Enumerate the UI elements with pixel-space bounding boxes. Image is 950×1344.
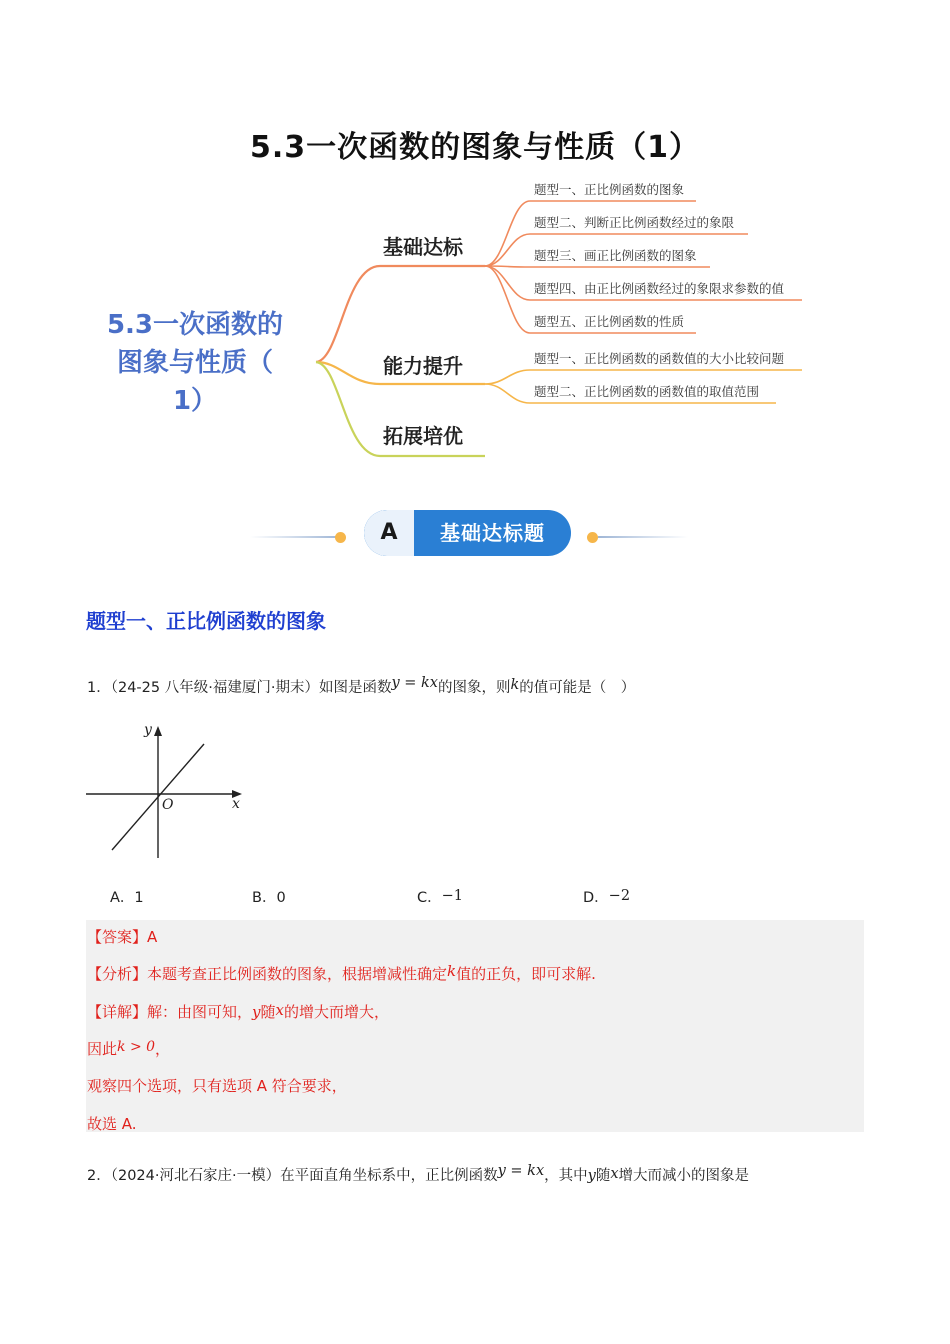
solution-box bbox=[86, 920, 864, 1132]
option-value: 1 bbox=[134, 890, 144, 906]
question-text: 的图象，则 bbox=[437, 680, 511, 696]
banner-line-right bbox=[598, 536, 688, 538]
mindmap-leaf: 题型一、正比例函数的图象 bbox=[534, 182, 685, 197]
answer-value: A bbox=[147, 928, 158, 946]
y-axis-arrow bbox=[154, 726, 162, 736]
option-d bbox=[583, 886, 630, 907]
mindmap-leaf: 题型一、正比例函数的函数值的大小比较问题 bbox=[534, 351, 785, 366]
banner-line-left bbox=[250, 536, 340, 538]
option-a bbox=[110, 886, 144, 907]
mindmap-leaf-connector bbox=[485, 266, 710, 267]
analysis-line bbox=[87, 963, 596, 984]
mindmap-leaf: 题型三、画正比例函数的图象 bbox=[534, 248, 697, 263]
question-1-graph bbox=[84, 718, 254, 864]
analysis-text: 本题考查正比例函数的图象，根据增减性确定 bbox=[147, 965, 448, 983]
detail-line-3: 观察四个选项，只有选项 A 符合要求， bbox=[87, 1077, 347, 1095]
formula: k > 0 bbox=[117, 1039, 156, 1055]
detail-line-4: 故选 A. bbox=[87, 1115, 137, 1133]
option-value: −1 bbox=[441, 888, 463, 904]
detail-text: 解：由图可知， bbox=[147, 1003, 253, 1021]
answer-tag: 【答案】 bbox=[87, 928, 148, 946]
mindmap-leaf: 题型四、由正比例函数经过的象限求参数的值 bbox=[534, 281, 785, 296]
option-c bbox=[417, 886, 463, 907]
mindmap-branch-extension: 拓展培优 bbox=[383, 424, 463, 448]
variable-y: y bbox=[587, 1168, 596, 1184]
analysis-tag: 【分析】 bbox=[87, 965, 148, 983]
answer-line bbox=[87, 926, 157, 947]
y-axis-label: y bbox=[144, 722, 152, 738]
variable-k: k bbox=[447, 962, 457, 980]
mindmap-leaf: 题型五、正比例函数的性质 bbox=[534, 314, 685, 329]
variable-y: y bbox=[252, 1003, 261, 1021]
question-1 bbox=[87, 676, 635, 697]
origin-label: O bbox=[162, 797, 174, 813]
formula: y = kx bbox=[391, 675, 438, 691]
detail-line bbox=[87, 1001, 389, 1022]
detail-line-2 bbox=[87, 1038, 170, 1059]
question-text: 如图是函数 bbox=[318, 680, 392, 696]
mindmap-root-line: 图象与性质（ bbox=[116, 348, 273, 378]
mindmap-root-line: 1） bbox=[172, 386, 218, 416]
variable-k: k bbox=[510, 677, 520, 693]
question-text: 在平面直角坐标系中，正比例函数 bbox=[280, 1168, 498, 1184]
section-banner bbox=[364, 510, 571, 556]
section-heading: 题型一、正比例函数的图象 bbox=[86, 609, 326, 633]
page-title: 5.3一次函数的图象与性质（1） bbox=[249, 130, 701, 165]
question-text: 增大而减小的图象是 bbox=[618, 1168, 750, 1184]
question-2 bbox=[87, 1164, 749, 1185]
variable-x: x bbox=[610, 1166, 619, 1182]
banner-letter: A bbox=[364, 510, 414, 556]
option-b bbox=[252, 886, 286, 907]
option-value: −2 bbox=[608, 888, 631, 904]
mindmap-root bbox=[100, 306, 290, 420]
mindmap-leaf: 题型二、判断正比例函数经过的象限 bbox=[534, 215, 735, 230]
formula: y = kx bbox=[497, 1163, 545, 1179]
analysis-text: 值的正负，即可求解. bbox=[456, 965, 596, 983]
question-source: （2024·河北石家庄·一模） bbox=[110, 1168, 281, 1184]
question-number: 1． bbox=[87, 680, 111, 696]
mindmap-root-line: 5.3一次函数的 bbox=[106, 310, 284, 340]
detail-text: 的增大而增大， bbox=[284, 1003, 390, 1021]
banner-dot-left bbox=[335, 532, 346, 543]
detail-text: 随 bbox=[260, 1003, 276, 1021]
question-text: 随 bbox=[595, 1168, 611, 1184]
x-axis-label: x bbox=[232, 796, 240, 812]
option-label: B． bbox=[252, 890, 277, 906]
question-source: （24-25 八年级·福建厦门·期末） bbox=[110, 680, 319, 696]
option-label: A． bbox=[110, 890, 135, 906]
mindmap-connector-1 bbox=[316, 266, 485, 362]
mindmap-branch-basic: 基础达标 bbox=[383, 235, 463, 259]
detail-tag: 【详解】 bbox=[87, 1003, 148, 1021]
question-text: 的值可能是（ ） bbox=[519, 680, 636, 696]
option-label: D． bbox=[583, 890, 609, 906]
mindmap-branch-advanced: 能力提升 bbox=[383, 354, 463, 378]
question-text: ，其中 bbox=[544, 1168, 588, 1184]
banner-dot-right bbox=[587, 532, 598, 543]
mindmap-leaf: 题型二、正比例函数的函数值的取值范围 bbox=[534, 384, 760, 399]
question-number: 2． bbox=[87, 1168, 111, 1184]
detail-text: 因此 bbox=[87, 1040, 118, 1058]
option-label: C． bbox=[417, 890, 442, 906]
banner-text: 基础达标题 bbox=[440, 521, 545, 545]
detail-text: ， bbox=[155, 1040, 171, 1058]
option-value: 0 bbox=[276, 890, 286, 906]
variable-x: x bbox=[275, 1001, 284, 1019]
